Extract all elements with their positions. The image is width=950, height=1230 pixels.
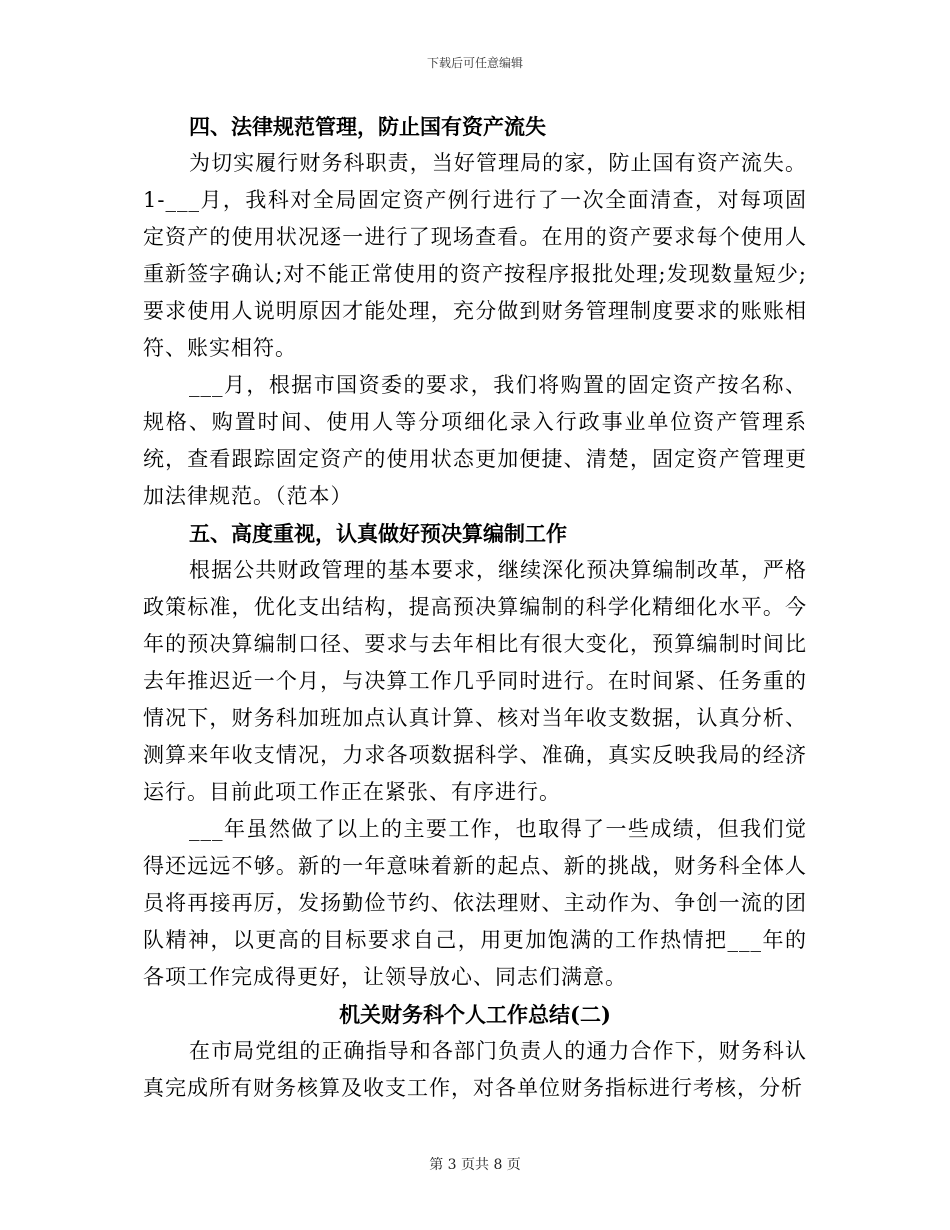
page-footer: 第 3 页共 8 页 [429, 1157, 521, 1173]
paragraph: 在市局党组的正确指导和各部门负责人的通力合作下，财务科认真完成所有财务核算及收支工作，对各单位财务指标进行考核，分析 [143, 1039, 807, 1100]
document-body [143, 108, 807, 1107]
document-title: 机关财务科个人工作总结(二) [339, 1002, 611, 1027]
section-heading-4: 四、法律规范管理，防止国有资产流失 [189, 114, 546, 139]
paragraph: 根据公共财政管理的基本要求，继续深化预决算编制改革，严格政策标准，优化支出结构，提高预决算编制的科学化精细化水平。今年的预决算编制口径、要求与去年相比有很大变化，预算编制时间比去年推迟近一个月，与决算工作几乎同时进行。在时间紧、任务重的情况下，财务科加班加点认真计算、核对当年收支数据，认真分析、测算来年收支情况，力求各项数据科学、准确，真实反映我局的经济运行。目前此项工作正在紧张、有序进行。 [143, 558, 807, 804]
paragraph: ___年虽然做了以上的主要工作，也取得了一些成绩，但我们觉得还远远不够。新的一年意味着新的起点、新的挑战，财务科全体人员将再接再厉，发扬勤俭节约、依法理财、主动作为、争创一流的团队精神，以更高的目标要求自己，用更加饱满的工作热情把___年的各项工作完成得更好，让领导放心、同志们满意。 [143, 817, 807, 989]
paragraph: 为切实履行财务科职责，当好管理局的家，防止国有资产流失。1-___月，我科对全局固定资产例行进行了一次全面清查，对每项固定资产的使用状况逐一进行了现场查看。在用的资产要求每个使用人重新签字确认;对不能正常使用的资产按程序报批处理;发现数量短少;要求使用人说明原因才能处理，充分做到财务管理制度要求的账账相符、账实相符。 [143, 151, 807, 360]
section-heading-5: 五、高度重视，认真做好预决算编制工作 [189, 521, 567, 546]
page-header: 下载后可任意编辑 [426, 56, 523, 70]
paragraph: ___月，根据市国资委的要求，我们将购置的固定资产按名称、规格、购置时间、使用人等分项细化录入行政事业单位资产管理系统，查看跟踪固定资产的使用状态更加便捷、清楚，固定资产管理更加法律规范。（范本） [143, 373, 807, 508]
